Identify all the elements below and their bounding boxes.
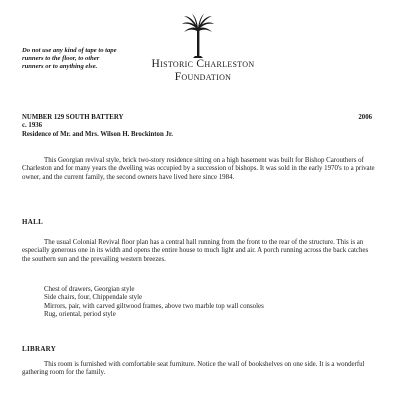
section-text-library: This room is furnished with comfortable seat furniture. Notice the wall of bookshelves on one side. It is a wonderful gathering room for the family.: [22, 361, 365, 377]
tape-notice: Do not use any kind of tape to tape runners to the floor, to other runners or to anything else.: [22, 47, 117, 70]
document-year: 2006: [358, 114, 372, 121]
org-name-line2: Foundation: [174, 70, 232, 83]
list-item: Side chairs, four, Chippendale style: [44, 294, 143, 302]
section-heading-library: LIBRARY: [22, 345, 57, 353]
hall-furnishings-list: [44, 286, 374, 320]
list-item: Chest of drawers, Georgian style: [44, 286, 135, 293]
section-text-hall: The usual Colonial Revival floor plan has a central hall running from the front to the rear of the structure. This is an especially generous one in its width and opens the entire house to much light and air. A porch running across the back catches the southern sun and the prevailing western breezes.: [22, 239, 369, 263]
house-residence: Residence of Mr. and Mrs. Wilson H. Brockinton Jr.: [22, 130, 173, 138]
org-name: [133, 58, 273, 83]
list-item: Mirrors, pair, with carved giltwood frames, above two marble top wall consoles: [44, 302, 264, 310]
list-item: Rug, oriental, period style: [44, 311, 116, 319]
section-heading-hall: HALL: [22, 218, 44, 226]
house-address: NUMBER 129 SOUTH BATTERY: [22, 114, 124, 121]
intro-paragraph: This Georgian revival style, brick two-story residence sitting on a high basement was built for Bishop Carouthers of Charleston and for many years the dwelling was occupied by a succession of bishops. It was sold in the early 1970's to a private owner, and the current family, the second owners have lived here since 1984.: [22, 157, 375, 181]
palmetto-logo-icon: [181, 14, 215, 60]
house-info: [22, 114, 372, 139]
org-name-line1: Historic Charleston: [151, 58, 255, 70]
house-date: c. 1936: [22, 122, 43, 130]
